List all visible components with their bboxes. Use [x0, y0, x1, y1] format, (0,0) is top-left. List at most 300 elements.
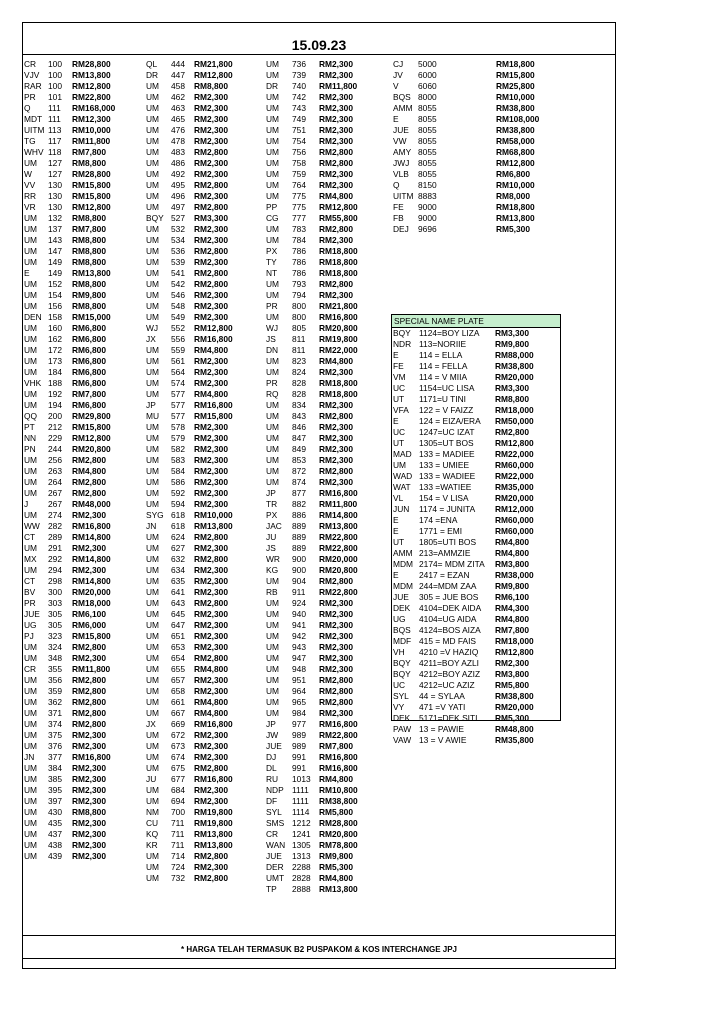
plate-prefix: UM	[266, 290, 280, 300]
plate-price: RM2,800	[194, 202, 228, 212]
plate-price: RM12,800	[72, 433, 111, 443]
plate-prefix: UM	[146, 642, 160, 652]
special-plate-price: RM8,800	[495, 394, 529, 404]
plate-prefix: UM	[146, 576, 160, 586]
footer-bottom-divider	[22, 958, 616, 959]
plate-price: RM16,800	[194, 774, 233, 784]
plate-price: RM20,000	[319, 554, 358, 564]
plate-number: 118	[48, 147, 62, 157]
plate-prefix: UM	[24, 488, 38, 498]
plate-prefix: CG	[266, 213, 279, 223]
plate-price: RM38,800	[319, 796, 358, 806]
plate-price: RM9,800	[72, 290, 106, 300]
special-plate-price: RM4,800	[495, 537, 529, 547]
plate-number: 843	[292, 411, 306, 421]
plate-price: RM6,800	[72, 367, 106, 377]
special-plate-name: 4211=BOY AZLI	[419, 658, 479, 668]
special-plate-price: RM48,800	[495, 724, 534, 734]
plate-number: 586	[171, 477, 185, 487]
plate-number: 496	[171, 191, 185, 201]
plate-number: 964	[292, 686, 306, 696]
plate-number: 173	[48, 356, 62, 366]
plate-prefix: PR	[24, 598, 36, 608]
plate-number: 743	[292, 103, 306, 113]
special-plate-row	[392, 559, 560, 570]
plate-prefix: UM	[146, 279, 160, 289]
plate-prefix: DJ	[266, 752, 277, 762]
plate-number: 635	[171, 576, 185, 586]
plate-price: RM16,800	[319, 752, 358, 762]
plate-number: 1241	[292, 829, 311, 839]
special-plate-name: 1124=BOY LIZA	[419, 328, 480, 338]
special-plate-name: 1771 = EMI	[419, 526, 463, 536]
plate-price: RM7,800	[72, 224, 106, 234]
special-plate-name: 2174= MDM ZITA	[419, 559, 485, 569]
plate-price: RM11,800	[72, 664, 111, 674]
plate-prefix: UM	[146, 609, 160, 619]
plate-price: RM2,300	[319, 455, 353, 465]
plate-prefix: UM	[266, 136, 280, 146]
plate-price: RM2,300	[319, 631, 353, 641]
plate-number: 1111	[292, 796, 309, 806]
plate-number: 653	[171, 642, 185, 652]
plate-prefix: DEJ	[393, 224, 409, 234]
plate-number: 991	[292, 763, 306, 773]
plate-number: 942	[292, 631, 306, 641]
plate-number: 497	[171, 202, 185, 212]
special-plate-row	[392, 383, 560, 394]
plate-price: RM2,300	[194, 290, 228, 300]
plate-price: RM4,800	[319, 873, 353, 883]
plate-price: RM22,800	[72, 92, 111, 102]
plate-price: RM2,300	[319, 433, 353, 443]
plate-price: RM6,800	[72, 356, 106, 366]
special-plate-row	[392, 339, 560, 350]
plate-prefix: JWJ	[393, 158, 410, 168]
plate-prefix: UM	[146, 345, 160, 355]
plate-price: RM20,800	[72, 444, 111, 454]
plate-prefix: UM	[266, 400, 280, 410]
plate-price: RM11,800	[319, 81, 358, 91]
plate-number: 711	[171, 829, 185, 839]
plate-price: RM2,300	[319, 180, 353, 190]
plate-price: RM2,300	[319, 422, 353, 432]
plate-price: RM2,800	[194, 653, 228, 663]
plate-price: RM7,800	[72, 147, 106, 157]
plate-price: RM2,300	[72, 774, 106, 784]
plate-number: 889	[292, 521, 306, 531]
plate-price: RM2,300	[194, 125, 228, 135]
plate-prefix: MX	[24, 554, 37, 564]
special-plate-row	[392, 515, 560, 526]
plate-number: 447	[171, 70, 185, 80]
plate-prefix: UM	[266, 224, 280, 234]
plate-price: RM2,300	[72, 763, 106, 773]
special-plate-row	[392, 581, 560, 592]
plate-price: RM2,300	[194, 576, 228, 586]
plate-price: RM38,800	[496, 125, 535, 135]
plate-price: RM2,800	[319, 697, 353, 707]
special-plate-name: 471 =V YATI	[419, 702, 466, 712]
plate-number: 828	[292, 389, 306, 399]
plate-price: RM20,800	[319, 323, 358, 333]
plate-price: RM2,300	[319, 103, 353, 113]
special-plate-price: RM7,800	[495, 625, 529, 635]
plate-number: 627	[171, 543, 185, 553]
plate-number: 823	[292, 356, 306, 366]
plate-prefix: JP	[146, 400, 156, 410]
special-plate-prefix: E	[393, 526, 399, 536]
special-plate-name: 133 = WADIEE	[419, 471, 476, 481]
plate-prefix: NN	[24, 433, 37, 443]
plate-prefix: UM	[24, 653, 38, 663]
special-plate-row	[392, 372, 560, 383]
plate-number: 578	[171, 422, 185, 432]
plate-price: RM2,300	[194, 488, 228, 498]
plate-number: 1305	[292, 840, 311, 850]
special-plate-name: 13 = V AWIE	[419, 735, 467, 745]
plate-prefix: SYG	[146, 510, 164, 520]
plate-prefix: UM	[24, 477, 38, 487]
plate-prefix: UM	[146, 312, 160, 322]
plate-number: 130	[48, 191, 62, 201]
special-plate-name: 133 = UMIEE	[419, 460, 470, 470]
plate-prefix: UM	[24, 686, 38, 696]
plate-price: RM14,800	[72, 554, 111, 564]
plate-number: 348	[48, 653, 62, 663]
plate-prefix: PX	[266, 510, 278, 520]
plate-number: 5000	[418, 59, 437, 69]
special-plate-price: RM3,800	[495, 669, 529, 679]
plate-price: RM2,800	[72, 675, 106, 685]
plate-price: RM2,300	[194, 642, 228, 652]
plate-number: 542	[171, 279, 185, 289]
plate-prefix: UM	[146, 235, 160, 245]
plate-price: RM2,300	[319, 477, 353, 487]
plate-prefix: MU	[146, 411, 160, 421]
plate-price: RM2,800	[72, 488, 106, 498]
plate-price: RM4,800	[319, 356, 353, 366]
plate-price: RM4,800	[194, 345, 228, 355]
plate-number: 8055	[418, 103, 437, 113]
plate-price: RM4,800	[194, 708, 228, 718]
plate-prefix: PX	[266, 246, 278, 256]
plate-number: 786	[292, 246, 306, 256]
plate-price: RM20,000	[72, 587, 111, 597]
plate-number: 483	[171, 147, 185, 157]
special-plate-price: RM4,800	[495, 548, 529, 558]
plate-prefix: NT	[266, 268, 278, 278]
plate-prefix: UM	[146, 730, 160, 740]
plate-price: RM2,300	[319, 367, 353, 377]
special-plate-name: 4104=UG AIDA	[419, 614, 477, 624]
plate-prefix: JS	[266, 334, 276, 344]
plate-price: RM14,800	[72, 532, 111, 542]
plate-prefix: JX	[146, 719, 156, 729]
plate-price: RM2,800	[194, 851, 228, 861]
plate-number: 847	[292, 433, 306, 443]
plate-number: 784	[292, 235, 306, 245]
plate-prefix: UITM	[24, 125, 45, 135]
special-plate-price: RM18,000	[495, 636, 534, 646]
plate-number: 811	[292, 345, 306, 355]
plate-prefix: E	[24, 268, 30, 278]
plate-prefix: UM	[24, 389, 38, 399]
plate-number: 872	[292, 466, 306, 476]
plate-price: RM19,800	[319, 334, 358, 344]
plate-prefix: WHV	[24, 147, 44, 157]
special-plate-row	[392, 350, 560, 361]
plate-number: 941	[292, 620, 306, 630]
plate-prefix: MDT	[24, 114, 43, 124]
plate-price: RM14,800	[72, 576, 111, 586]
plate-number: 437	[48, 829, 62, 839]
plate-prefix: CJ	[393, 59, 404, 69]
special-plate-name: 113=NORIIE	[419, 339, 467, 349]
plate-price: RM2,300	[194, 422, 228, 432]
plate-price: RM2,300	[194, 301, 228, 311]
special-plate-prefix: UC	[393, 427, 406, 437]
plate-prefix: UM	[146, 180, 160, 190]
plate-price: RM6,000	[72, 620, 106, 630]
plate-prefix: W	[24, 169, 32, 179]
plate-number: 674	[171, 752, 185, 762]
plate-prefix: UM	[24, 675, 38, 685]
plate-number: 669	[171, 719, 185, 729]
special-plate-row	[392, 691, 560, 702]
plate-price: RM2,300	[194, 741, 228, 751]
plate-prefix: UM	[146, 378, 160, 388]
plate-prefix: UM	[146, 191, 160, 201]
plate-price: RM10,000	[194, 510, 233, 520]
plate-prefix: FE	[393, 202, 404, 212]
plate-price: RM12,800	[194, 323, 233, 333]
plate-price: RM2,800	[194, 246, 228, 256]
plate-price: RM21,800	[319, 301, 358, 311]
plate-prefix: AMY	[393, 147, 412, 157]
plate-price: RM12,800	[319, 202, 358, 212]
plate-price: RM2,800	[319, 675, 353, 685]
plate-price: RM2,300	[194, 785, 228, 795]
plate-prefix: UM	[24, 213, 38, 223]
special-plate-prefix: AMM	[393, 548, 413, 558]
special-plate-prefix: VAW	[393, 735, 412, 745]
plate-price: RM12,800	[72, 202, 111, 212]
plate-prefix: UM	[146, 466, 160, 476]
plate-prefix: UM	[266, 169, 280, 179]
plate-number: 435	[48, 818, 62, 828]
plate-number: 8000	[418, 92, 437, 102]
plate-prefix: UM	[266, 279, 280, 289]
plate-prefix: PP	[266, 202, 278, 212]
plate-price: RM16,800	[319, 763, 358, 773]
plate-price: RM78,800	[319, 840, 358, 850]
special-plate-prefix: BQS	[393, 625, 411, 635]
special-plate-prefix: VH	[393, 647, 405, 657]
plate-price: RM11,800	[319, 499, 358, 509]
plate-prefix: J	[24, 499, 29, 509]
plate-prefix: JUE	[24, 609, 40, 619]
special-plate-name: 4104=DEK AIDA	[419, 603, 482, 613]
plate-prefix: WW	[24, 521, 40, 531]
plate-number: 904	[292, 576, 306, 586]
plate-prefix: DR	[266, 81, 279, 91]
plate-price: RM13,800	[194, 521, 233, 531]
plate-prefix: UM	[146, 598, 160, 608]
special-plate-row	[392, 570, 560, 581]
plate-price: RM2,300	[194, 257, 228, 267]
plate-prefix: QL	[146, 59, 158, 69]
special-plate-prefix: FE	[393, 361, 404, 371]
special-plate-name: 5171=DEK SITI	[419, 713, 478, 723]
plate-price: RM6,100	[72, 609, 106, 619]
plate-prefix: UM	[146, 620, 160, 630]
footer-note: * HARGA TELAH TERMASUK B2 PUSPAKOM & KOS INTERCHANGE JPJ	[180, 945, 458, 954]
plate-price: RM8,800	[72, 213, 106, 223]
plate-price: RM2,800	[194, 279, 228, 289]
plate-prefix: UM	[266, 125, 280, 135]
plate-prefix: UM	[146, 422, 160, 432]
plate-number: 828	[292, 378, 306, 388]
plate-prefix: UM	[146, 565, 160, 575]
plate-prefix: UM	[24, 279, 38, 289]
special-plate-name: 244=MDM ZAA	[419, 581, 477, 591]
special-plate-row	[392, 713, 560, 724]
plate-number: 754	[292, 136, 306, 146]
plate-number: 462	[171, 92, 185, 102]
special-plate-row	[392, 614, 560, 625]
plate-price: RM2,300	[319, 114, 353, 124]
plate-number: 100	[48, 81, 62, 91]
plate-prefix: UM	[24, 345, 38, 355]
special-plate-prefix: WAD	[393, 471, 413, 481]
plate-prefix: QQ	[24, 411, 38, 421]
plate-prefix: JU	[266, 532, 277, 542]
plate-prefix: UMT	[266, 873, 285, 883]
special-plate-price: RM20,000	[495, 702, 534, 712]
plate-number: 756	[292, 147, 306, 157]
special-plate-name: 2417 = EZAN	[419, 570, 470, 580]
plate-price: RM2,300	[194, 455, 228, 465]
plate-price: RM20,800	[319, 565, 358, 575]
plate-price: RM2,300	[194, 224, 228, 234]
plate-prefix: UM	[146, 125, 160, 135]
plate-number: 8055	[418, 136, 437, 146]
plate-number: 100	[48, 59, 62, 69]
plate-prefix: VHK	[24, 378, 42, 388]
plate-price: RM2,300	[194, 862, 228, 872]
plate-prefix: UM	[146, 455, 160, 465]
plate-number: 786	[292, 268, 306, 278]
plate-price: RM2,300	[319, 290, 353, 300]
special-plate-price: RM20,000	[495, 372, 534, 382]
plate-prefix: PR	[266, 301, 278, 311]
plate-number: 534	[171, 235, 185, 245]
special-plate-prefix: UT	[393, 537, 405, 547]
plate-number: 294	[48, 565, 62, 575]
special-plate-price: RM22,000	[495, 449, 534, 459]
plate-number: 657	[171, 675, 185, 685]
plate-number: 438	[48, 840, 62, 850]
plate-number: 130	[48, 180, 62, 190]
plate-prefix: UM	[266, 697, 280, 707]
plate-price: RM2,300	[194, 191, 228, 201]
special-plate-row	[392, 493, 560, 504]
plate-prefix: UM	[24, 290, 38, 300]
plate-price: RM2,300	[72, 741, 106, 751]
plate-number: 8055	[418, 158, 437, 168]
plate-prefix: UM	[146, 796, 160, 806]
plate-number: 532	[171, 224, 185, 234]
plate-number: 775	[292, 191, 306, 201]
plate-prefix: NDP	[266, 785, 284, 795]
plate-price: RM2,300	[194, 543, 228, 553]
plate-prefix: JW	[266, 730, 279, 740]
plate-number: 300	[48, 587, 62, 597]
plate-number: 584	[171, 466, 185, 476]
plate-prefix: UM	[146, 664, 160, 674]
plate-price: RM2,300	[319, 708, 353, 718]
plate-number: 156	[48, 301, 62, 311]
plate-number: 486	[171, 158, 185, 168]
plate-price: RM4,800	[72, 466, 106, 476]
plate-number: 192	[48, 389, 62, 399]
plate-price: RM8,800	[72, 158, 106, 168]
plate-prefix: UM	[266, 433, 280, 443]
special-plate-name: 415 = MD FAIS	[419, 636, 477, 646]
plate-number: 736	[292, 59, 306, 69]
plate-prefix: PT	[24, 422, 35, 432]
plate-number: 658	[171, 686, 185, 696]
plate-prefix: UM	[146, 367, 160, 377]
plate-prefix: PR	[266, 378, 278, 388]
plate-prefix: UM	[266, 675, 280, 685]
plate-price: RM28,800	[72, 59, 111, 69]
plate-price: RM18,800	[319, 246, 358, 256]
plate-number: 805	[292, 323, 306, 333]
plate-prefix: RB	[266, 587, 278, 597]
plate-price: RM2,300	[194, 609, 228, 619]
plate-prefix: UM	[24, 301, 38, 311]
plate-price: RM18,800	[496, 59, 535, 69]
special-plate-name: 4210 =V HAZIQ	[419, 647, 479, 657]
plate-number: 874	[292, 477, 306, 487]
plate-price: RM16,800	[72, 752, 111, 762]
special-plate-price: RM5,300	[495, 713, 529, 723]
plate-price: RM5,300	[319, 862, 353, 872]
special-plate-prefix: UG	[393, 614, 406, 624]
plate-price: RM7,800	[72, 389, 106, 399]
plate-price: RM2,800	[72, 719, 106, 729]
special-plate-row	[392, 471, 560, 482]
plate-price: RM2,300	[194, 378, 228, 388]
plate-price: RM20,800	[319, 829, 358, 839]
special-plate-row	[392, 416, 560, 427]
special-plate-price: RM38,800	[495, 691, 534, 701]
plate-price: RM2,800	[319, 279, 353, 289]
special-plate-prefix: MDM	[393, 581, 414, 591]
plate-prefix: UM	[146, 741, 160, 751]
plate-number: 184	[48, 367, 62, 377]
plate-number: 711	[171, 818, 185, 828]
plate-price: RM168,000	[72, 103, 116, 113]
plate-price: RM18,800	[319, 378, 358, 388]
special-plate-prefix: UT	[393, 438, 405, 448]
special-plate-prefix: E	[393, 416, 399, 426]
plate-price: RM2,800	[72, 708, 106, 718]
plate-number: 800	[292, 312, 306, 322]
plate-number: 561	[171, 356, 185, 366]
